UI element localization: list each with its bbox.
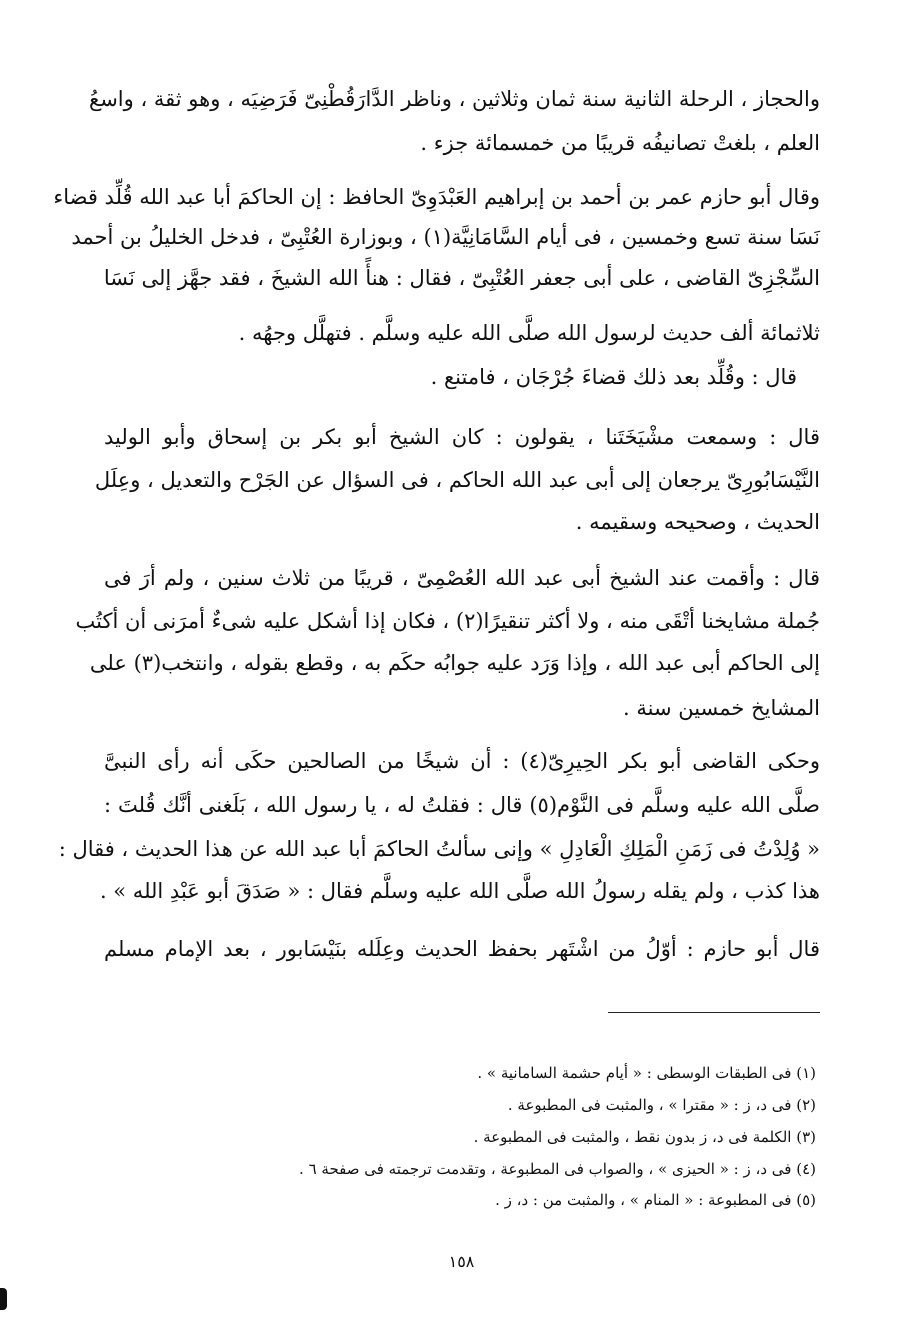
body-line: هذا كذب ، ولم يقله رسولُ الله صلَّى الله عليه وسلَّم فقال : « صَدَقَ أبو عَبْدِ الله » . bbox=[99, 879, 820, 903]
body-line: قال أبو حازم : أوّلُ من اشْتَهر بحفظ الحديث وعِلَله بنَيْسَابور ، بعد الإمام مسلم bbox=[104, 937, 820, 961]
body-line: الحديث ، وصحيحه وسقيمه . bbox=[575, 510, 820, 534]
body-line: السِّجْزِىّ القاضى ، على أبى جعفر العُتْبِىّ ، فقال : هنأً الله الشيخَ ، فقد جهَّز إلى نَسَا bbox=[103, 266, 820, 290]
body-line: النَّيْسَابُورِىّ يرجعان إلى أبى عبد الله الحاكم ، فى السؤال عن الجَرْح والتعديل ، وعِلَل bbox=[94, 468, 820, 492]
body-line: وقال أبو حازم عمر بن أحمد بن إبراهيم العَبْدَوِىّ الحافظ : إن الحاكمَ أبا عبد الله قُلِّد قضاء bbox=[53, 185, 820, 209]
footnote: (٢) فى د، ز : « مقترا » ، والمثبت فى المطبوعة . bbox=[507, 1096, 816, 1114]
footnote: (٥) فى المطبوعة : « المنام » ، والمثبت من : د، ز . bbox=[495, 1191, 816, 1209]
body-line: « وُلِدْتُ فى زَمَنِ الْمَلِكِ الْعَادِلِ » وإنى سألتُ الحاكمَ أبا عبد الله عن هذا الحديث ، فقال : bbox=[58, 837, 820, 861]
page-number: ١٥٨ bbox=[448, 1252, 475, 1271]
body-line: قال : وسمعت مشْيَخَتَنا ، يقولون : كان الشيخ أبو بكر بن إسحاق وأبو الوليد bbox=[104, 425, 820, 449]
footnote: (٣) الكلمة فى د، ز بدون نقط ، والمثبت فى المطبوعة . bbox=[473, 1128, 816, 1146]
body-line: قال : وقُلِّد بعد ذلك قضاءَ جُرْجَان ، فامتنع . bbox=[430, 365, 797, 389]
body-line: والحجاز ، الرحلة الثانية سنة ثمان وثلاثين ، وناظر الدَّارَقُطْنِىّ فَرَضِيَه ، وهو ثقة ، واسعُ bbox=[89, 87, 820, 111]
body-line: العلم ، بلغتْ تصانيفُه قريبًا من خمسمائة جزء . bbox=[420, 131, 820, 155]
footnote-divider bbox=[608, 1012, 820, 1013]
body-line: نَسَا سنة تسع وخمسين ، فى أيام السَّامَانِيَّة(١) ، وبوزارة العُتْبِىّ ، فدخل الخليلُ بن أحمد bbox=[71, 225, 820, 249]
body-line: قال : وأقمت عند الشيخ أبى عبد الله العُصْمِىّ ، قريبًا من ثلاث سنين ، ولم أرَ فى bbox=[104, 566, 820, 590]
scan-edge-mark bbox=[0, 1288, 7, 1310]
footnote: (٤) فى د، ز : « الحيزى » ، والصواب فى المطبوعة ، وتقدمت ترجمته فى صفحة ٦ . bbox=[299, 1160, 816, 1178]
body-line: المشايخ خمسين سنة . bbox=[623, 696, 820, 720]
body-line: صلَّى الله عليه وسلَّم فى النَّوْم(٥) قال : فقلتُ له ، يا رسول الله ، بَلَغنى أنَّك قُلتَ : bbox=[104, 793, 820, 817]
body-line: جُملة مشايخنا أتْقَى منه ، ولا أكثر تنقيرًا(٢) ، فكان إذا أشكل عليه شىءٌ أمرَنى أن أكتُب bbox=[75, 609, 820, 633]
body-line: إلى الحاكم أبى عبد الله ، وإذا وَرَد عليه جوابُه حكَم به ، وقطع بقوله ، وانتخب(٣) على bbox=[89, 651, 820, 675]
body-line: ثلاثمائة ألف حديث لرسول الله صلَّى الله عليه وسلَّم . فتهلَّل وجهُه . bbox=[238, 321, 820, 345]
body-line: وحكى القاضى أبو بكر الحِيرِىّ(٤) : أن شيخًا من الصالحين حكَى أنه رأى النبىَّ bbox=[104, 749, 820, 773]
footnote: (١) فى الطبقات الوسطى : « أيام حشمة السامانية » . bbox=[477, 1064, 816, 1082]
